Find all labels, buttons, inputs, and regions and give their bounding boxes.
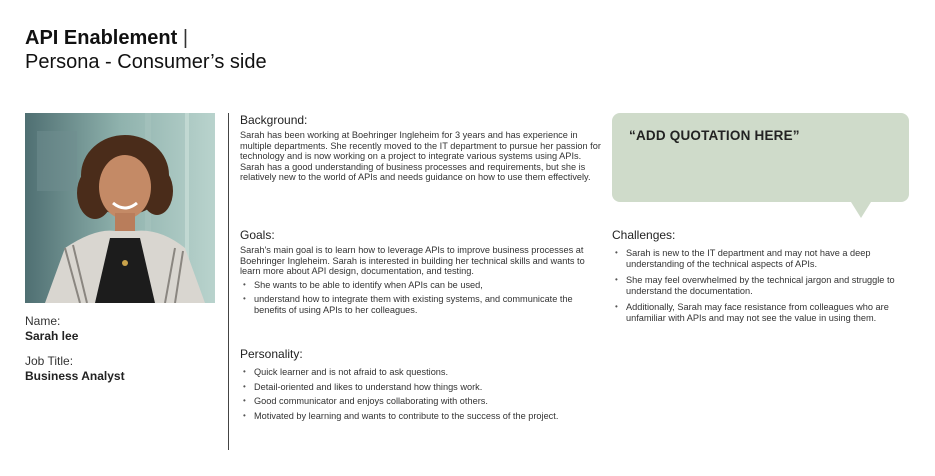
- background-heading: Background:: [240, 113, 308, 127]
- goals-section: [240, 228, 602, 320]
- title-separator: |: [182, 27, 189, 49]
- quotation-text: “ADD QUOTATION HERE”: [629, 128, 800, 143]
- challenges-list: [612, 248, 902, 324]
- persona-photo: [25, 113, 215, 303]
- list-item: • Sarah is new to the IT department and may not have a deep understanding of the technical aspects of APIs.: [612, 248, 902, 269]
- background-section: [240, 113, 602, 183]
- quotation-bubble: [612, 113, 909, 202]
- name-label: Name:: [25, 314, 61, 328]
- title-subtitle: Persona - Consumer’s side: [25, 51, 267, 73]
- goals-list: [240, 280, 602, 316]
- list-item: • understand how to integrate them with existing systems, and communicate the benefits of using APIs to her colleagues.: [240, 294, 602, 315]
- goals-text: Sarah's main goal is to learn how to leverage APIs to improve business processes at Boehringer Ingleheim. Sarah is interested in building her technical skills and wants to learn more about API design, documentation, and testing.: [240, 245, 585, 277]
- personality-list: [240, 367, 602, 421]
- page-title: [25, 26, 267, 74]
- personality-section: [240, 347, 602, 425]
- vertical-divider: [228, 113, 229, 450]
- list-item: • She may feel overwhelmed by the technical jargon and struggle to understand the documentation.: [612, 275, 902, 296]
- list-item: • She wants to be able to identify when APIs can be used,: [240, 280, 602, 291]
- job-title-value: Business Analyst: [25, 369, 125, 383]
- list-item: • Quick learner and is not afraid to ask questions.: [240, 367, 602, 378]
- list-item: • Good communicator and enjoys collaborating with others.: [240, 396, 602, 407]
- challenges-heading: Challenges:: [612, 228, 676, 242]
- list-item: • Motivated by learning and wants to contribute to the success of the project.: [240, 411, 602, 422]
- list-item: • Additionally, Sarah may face resistance from colleagues who are unfamiliar with APIs and may not see the value in using them.: [612, 302, 902, 323]
- background-text: Sarah has been working at Boehringer Ingleheim for 3 years and has experience in multiple departments. She recently moved to the IT department to pursue her passion for technology and is now working on a project to integrate various systems using APIs. Sarah has a good understanding of business processes and requirements, but she is relatively new to the world of APIs and needs guidance on how to use them effectively.: [240, 130, 601, 183]
- list-item: • Detail-oriented and likes to understand how things work.: [240, 382, 602, 393]
- goals-heading: Goals:: [240, 228, 275, 242]
- job-title-label: Job Title:: [25, 354, 74, 368]
- challenges-section: [612, 228, 902, 330]
- title-main: API Enablement: [25, 27, 178, 49]
- personality-heading: Personality:: [240, 347, 303, 361]
- speech-bubble-tail: [851, 202, 871, 218]
- name-value: Sarah lee: [25, 329, 79, 343]
